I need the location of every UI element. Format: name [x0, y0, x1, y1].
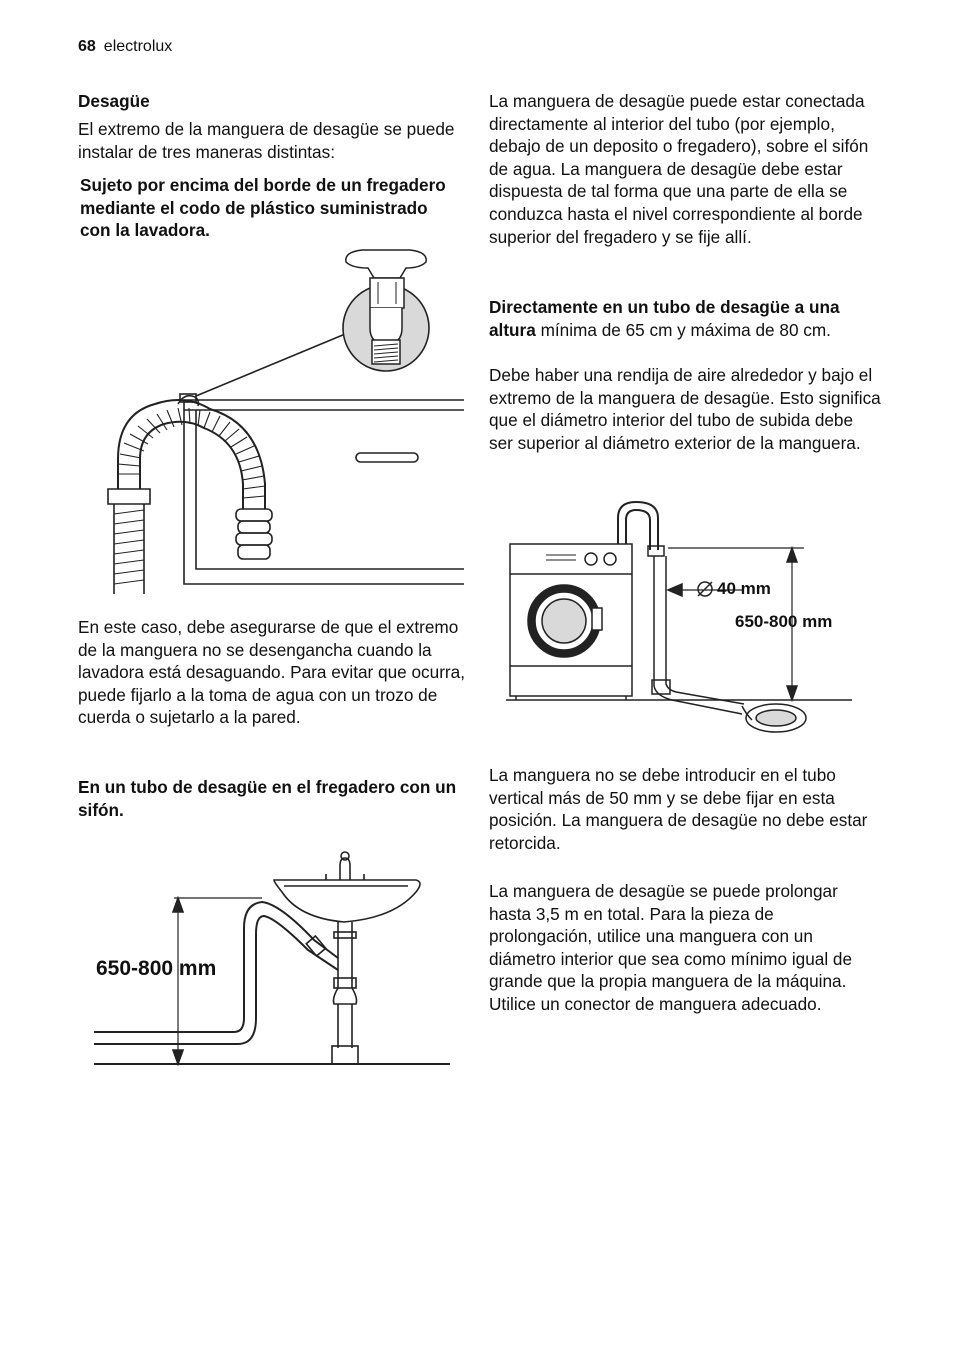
option-standpipe-rest: mínima de 65 cm y máxima de 80 cm.: [535, 319, 831, 340]
option-standpipe-heading: [489, 296, 881, 341]
diameter-label: 40 mm: [717, 579, 771, 598]
standpipe-height-label: 650-800 mm: [735, 612, 833, 631]
insertion-paragraph: La manguera no se debe introducir en el tubo vertical más de 50 mm y se debe fijar en esta posición. La manguera de desagüe no debe estar retorcida.: [489, 765, 868, 853]
page-number: 68: [78, 38, 96, 55]
brand-name: electrolux: [103, 38, 173, 55]
extension-paragraph: La manguera de desagüe se puede prolongar hasta 3,5 m en total. Para la pieza de prolongación, utilice una manguera con un diámetro interior que sea como mínimo igual de grande que la propia manguera de la máquina. Utilice un conector de manguera adecuado.: [489, 881, 853, 1014]
caution-paragraph: En este caso, debe asegurarse de que el extremo de la manguera no se desengancha cuando la lavadora está desaguando. Para evitar que ocurra, puede fijarlo a la toma de agua con un trozo de cuerda o sujetarlo a la pared.: [78, 617, 465, 728]
figure-hose-over-sink: [100, 244, 464, 600]
page-header: [78, 38, 172, 56]
intro-paragraph: El extremo de la manguera de desagüe se puede instalar de tres maneras distintas:: [78, 119, 455, 162]
option-siphon-heading: En un tubo de desagüe en el fregadero con un sifón.: [78, 777, 457, 820]
option-over-sink-heading: Sujeto por encima del borde de un fregadero mediante el codo de plástico suministrado con la lavadora.: [80, 175, 446, 241]
section-heading: Desagüe: [78, 91, 150, 111]
sink-height-label: 650-800 mm: [96, 957, 217, 980]
option-standpipe-bold: Directamente en un tubo de desagüe a una altura: [489, 297, 840, 340]
air-gap-paragraph: Debe haber una rendija de aire alrededor y bajo el extremo de la manguera de desagüe. Esto significa que el diámetro interior del tubo de subida debe ser superior al diámetro exterior de la manguera.: [489, 365, 881, 453]
direct-connection-paragraph: La manguera de desagüe puede estar conectada directamente al interior del tubo (por ejemplo, debajo de un deposito o fregadero), sobre el sifón de agua. La manguera de desagüe debe estar dispuesta de tal forma que una parte de ella se conduzca hasta el nivel correspondiente al borde superior del fregadero y se fije allí.: [489, 91, 869, 247]
